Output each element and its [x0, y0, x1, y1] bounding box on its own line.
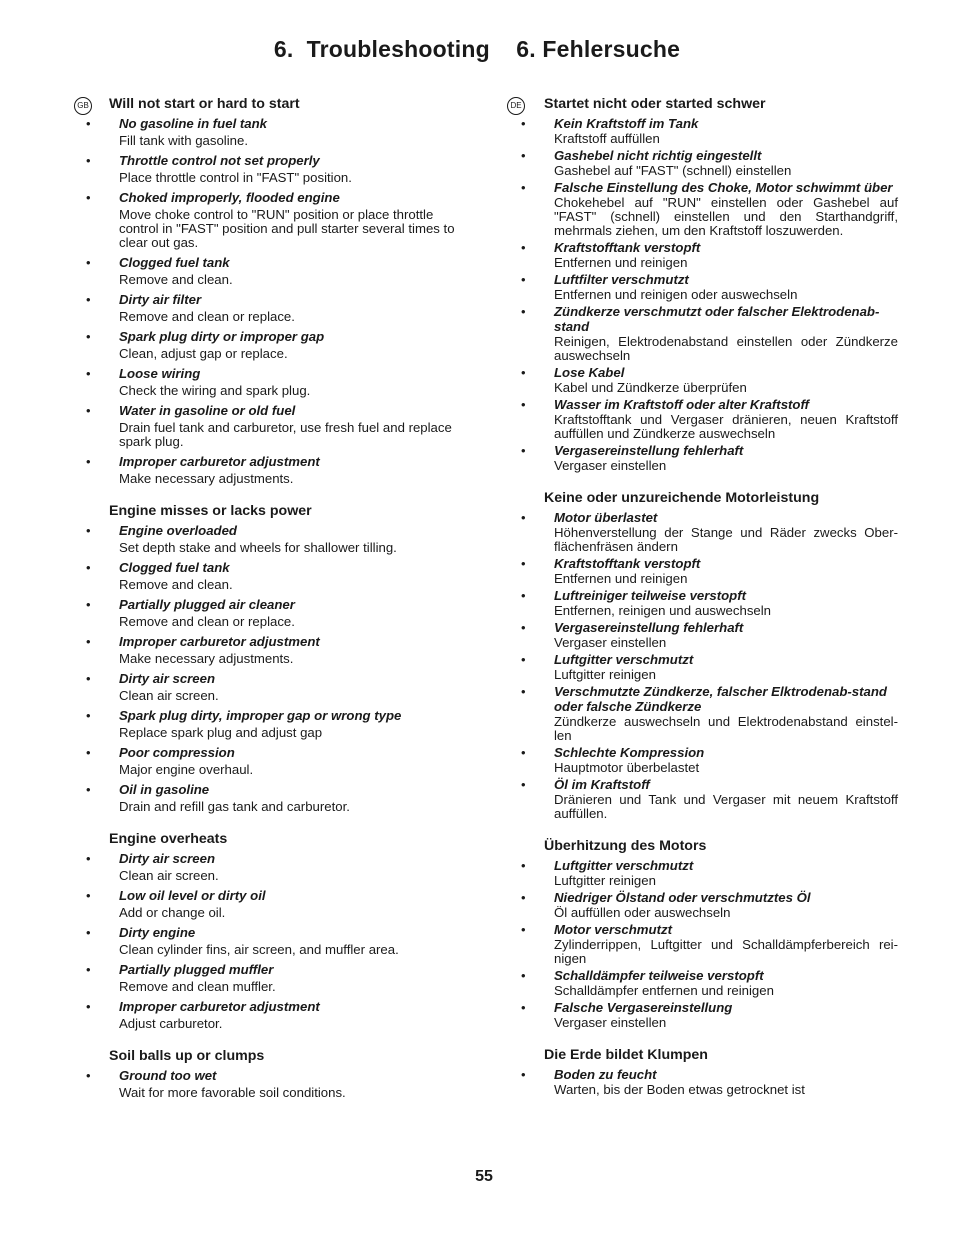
cause-text: No gasoline in fuel tank [119, 116, 268, 131]
bullet-icon: • [86, 962, 91, 977]
bullet-icon: • [521, 777, 526, 792]
cause-text: Water in gasoline or old fuel [119, 403, 296, 418]
remedy-text: Fill tank with gasoline. [119, 133, 249, 148]
cause-text: Zündkerze verschmutzt oder falscher Elektrodenab-stand [554, 304, 880, 334]
troubleshooting-section [86, 1048, 465, 1100]
remedy-text: Entfernen und reinigen oder auswechseln [554, 287, 798, 302]
bullet-icon: • [86, 708, 91, 723]
bullet-icon: • [521, 116, 526, 131]
bullet-icon: • [521, 397, 526, 412]
bullet-icon: • [86, 366, 91, 381]
list-item [86, 597, 465, 629]
cause-text: Improper carburetor adjustment [119, 634, 320, 649]
cause-list [521, 510, 898, 821]
remedy-text: Add or change oil. [119, 905, 226, 920]
bullet-icon: • [86, 925, 91, 940]
list-item [521, 397, 898, 441]
list-item [521, 365, 898, 395]
list-item [521, 116, 898, 146]
cause-text: Wasser im Kraftstoff oder alter Kraftstoff [554, 397, 810, 412]
list-item [521, 1000, 898, 1030]
troubleshooting-section [86, 503, 465, 814]
bullet-icon: • [521, 1000, 526, 1015]
list-item [521, 890, 898, 920]
remedy-text: Entfernen und reinigen [554, 255, 688, 270]
bullet-icon: • [86, 671, 91, 686]
cause-text: Luftreiniger teilweise verstopft [554, 588, 746, 603]
list-item [86, 925, 465, 957]
column-english [86, 96, 465, 1117]
troubleshooting-section [521, 838, 898, 1030]
bullet-icon: • [521, 684, 526, 699]
remedy-text: Check the wiring and spark plug. [119, 383, 311, 398]
remedy-text: Reinigen, Elektrodenabstand einstellen oder Zündkerze auswechseln [554, 334, 898, 363]
troubleshooting-section [521, 96, 898, 473]
remedy-text: Adjust carburetor. [119, 1016, 223, 1031]
bullet-icon: • [521, 556, 526, 571]
page-number: 55 [475, 1168, 493, 1185]
section-heading: Engine overheats [109, 831, 228, 847]
list-item [521, 148, 898, 178]
title-english: 6. Troubleshooting [273, 36, 490, 62]
remedy-text: Set depth stake and wheels for shallower tilling. [119, 540, 397, 555]
remedy-text: Öl auffüllen oder auswechseln [554, 905, 731, 920]
list-item [521, 777, 898, 821]
list-item [86, 403, 465, 449]
remedy-text: Höhenverstellung der Stange und Räder zwecks Ober-flächenfräsen ändern [554, 525, 898, 554]
bullet-icon: • [86, 1068, 91, 1083]
list-item [86, 745, 465, 777]
remedy-text: Zündkerze auswechseln und Elektrodenabstand einstel-len [554, 714, 898, 743]
column-german [521, 96, 898, 1114]
cause-text: Dirty air screen [119, 671, 216, 686]
bullet-icon: • [86, 523, 91, 538]
bullet-icon: • [521, 745, 526, 760]
remedy-text: Entfernen, reinigen und auswechseln [554, 603, 772, 618]
remedy-text: Replace spark plug and adjust gap [119, 725, 323, 740]
troubleshooting-section [521, 1047, 898, 1097]
cause-text: Dirty air screen [119, 851, 216, 866]
bullet-icon: • [86, 597, 91, 612]
section-heading: Keine oder unzureichende Motorleistung [544, 490, 820, 506]
list-item [86, 782, 465, 814]
list-item [521, 443, 898, 473]
bullet-icon: • [86, 116, 91, 131]
remedy-text: Dränieren und Tank und Vergaser mit neuem Kraftstoff auffüllen. [554, 792, 898, 821]
cause-text: Improper carburetor adjustment [119, 999, 320, 1014]
bullet-icon: • [521, 968, 526, 983]
troubleshooting-section [86, 96, 465, 486]
remedy-text: Luftgitter reinigen [554, 873, 656, 888]
cause-text: Öl im Kraftstoff [554, 777, 650, 792]
cause-text: Vergasereinstellung fehlerhaft [554, 620, 744, 635]
bullet-icon: • [521, 148, 526, 163]
cause-text: Choked improperly, flooded engine [119, 190, 340, 205]
remedy-text: Vergaser einstellen [554, 458, 667, 473]
cause-text: Motor überlastet [554, 510, 658, 525]
list-item [86, 190, 465, 250]
list-item [521, 272, 898, 302]
list-item [86, 708, 465, 740]
section-heading: Engine misses or lacks power [109, 503, 312, 519]
cause-text: Kraftstofftank verstopft [554, 556, 701, 571]
cause-list [86, 116, 465, 486]
list-item [521, 684, 898, 743]
remedy-text: Vergaser einstellen [554, 635, 667, 650]
cause-text: Clogged fuel tank [119, 255, 230, 270]
bullet-icon: • [521, 652, 526, 667]
list-item [86, 454, 465, 486]
list-item [521, 745, 898, 775]
bullet-icon: • [86, 782, 91, 797]
list-item [521, 240, 898, 270]
cause-text: Vergasereinstellung fehlerhaft [554, 443, 744, 458]
title-german: 6. Fehlersuche [516, 36, 681, 62]
cause-text: Luftfilter verschmutzt [554, 272, 689, 287]
list-item [521, 510, 898, 554]
cause-list [86, 851, 465, 1031]
bullet-icon: • [521, 922, 526, 937]
cause-text: Partially plugged air cleaner [119, 597, 295, 612]
section-heading: Will not start or hard to start [109, 96, 300, 112]
list-item [86, 999, 465, 1031]
cause-list [86, 1068, 465, 1100]
list-item [86, 560, 465, 592]
list-item [521, 652, 898, 682]
bullet-icon: • [86, 153, 91, 168]
remedy-text: Major engine overhaul. [119, 762, 254, 777]
remedy-text: Kraftstofftank und Vergaser dränieren, neuen Kraftstoff auffüllen und Zündkerze auswechseln [554, 412, 898, 441]
cause-text: Niedriger Ölstand oder verschmutztes Öl [554, 890, 811, 905]
bullet-icon: • [521, 443, 526, 458]
cause-list [521, 1067, 898, 1097]
cause-list [521, 858, 898, 1030]
bullet-icon: • [86, 255, 91, 270]
cause-text: Oil in gasoline [119, 782, 210, 797]
remedy-text: Warten, bis der Boden etwas getrocknet ist [554, 1082, 805, 1097]
cause-text: Falsche Einstellung des Choke, Motor schwimmt über [554, 180, 893, 195]
cause-text: Improper carburetor adjustment [119, 454, 320, 469]
cause-text: Engine overloaded [119, 523, 237, 538]
list-item [521, 620, 898, 650]
list-item [521, 304, 898, 363]
remedy-text: Hauptmotor überbelastet [554, 760, 700, 775]
bullet-icon: • [521, 240, 526, 255]
remedy-text: Chokehebel auf "RUN" einstellen oder Gashebel auf "FAST" (schnell) einstellen und den Starthandgriff, mehrmals ziehen, um den Kraftstoff loszuwerden. [554, 195, 898, 238]
bullet-icon: • [521, 1067, 526, 1082]
remedy-text: Kraftstoff auffüllen [554, 131, 660, 146]
list-item [86, 366, 465, 398]
remedy-text: Remove and clean or replace. [119, 309, 295, 324]
cause-text: Motor verschmutzt [554, 922, 672, 937]
bullet-icon: • [86, 999, 91, 1014]
remedy-text: Make necessary adjustments. [119, 471, 294, 486]
troubleshooting-section [86, 831, 465, 1031]
section-heading: Startet nicht oder started schwer [544, 96, 766, 112]
remedy-text: Gashebel auf "FAST" (schnell) einstellen [554, 163, 792, 178]
remedy-text: Remove and clean. [119, 577, 233, 592]
list-item [86, 116, 465, 148]
cause-text: Schlechte Kompression [554, 745, 705, 760]
list-item [86, 255, 465, 287]
cause-text: Verschmutzte Zündkerze, falscher Elktrodenab-stand oder falsche Zündkerze [554, 684, 887, 714]
section-heading: Die Erde bildet Klumpen [544, 1047, 708, 1063]
troubleshooting-section [521, 490, 898, 821]
remedy-text: Vergaser einstellen [554, 1015, 667, 1030]
list-item [521, 922, 898, 966]
list-item [86, 851, 465, 883]
list-item [86, 962, 465, 994]
remedy-text: Entfernen und reinigen [554, 571, 688, 586]
cause-text: Loose wiring [119, 366, 201, 381]
bullet-icon: • [521, 890, 526, 905]
bullet-icon: • [521, 365, 526, 380]
remedy-text: Clean air screen. [119, 688, 219, 703]
remedy-text: Zylinderrippen, Luftgitter und Schalldämpferbereich rei-nigen [554, 937, 898, 966]
list-item [86, 1068, 465, 1100]
cause-text: Luftgitter verschmutzt [554, 858, 694, 873]
cause-text: Lose Kabel [554, 365, 625, 380]
cause-text: Dirty engine [119, 925, 196, 940]
bullet-icon: • [521, 510, 526, 525]
cause-text: Throttle control not set properly [119, 153, 320, 168]
list-item [86, 523, 465, 555]
bullet-icon: • [86, 851, 91, 866]
cause-text: Falsche Vergasereinstellung [554, 1000, 733, 1015]
list-item [521, 556, 898, 586]
cause-text: Low oil level or dirty oil [119, 888, 266, 903]
cause-text: Partially plugged muffler [119, 962, 274, 977]
bullet-icon: • [521, 304, 526, 319]
remedy-text: Luftgitter reinigen [554, 667, 656, 682]
bullet-icon: • [86, 888, 91, 903]
cause-text: Kraftstofftank verstopft [554, 240, 701, 255]
remedy-text: Remove and clean. [119, 272, 233, 287]
bullet-icon: • [86, 454, 91, 469]
section-heading: Überhitzung des Motors [544, 838, 707, 854]
remedy-text: Clean cylinder fins, air screen, and muffler area. [119, 942, 399, 957]
bullet-icon: • [521, 180, 526, 195]
bullet-icon: • [86, 190, 91, 205]
bullet-icon: • [86, 329, 91, 344]
language-badge-gb: GB [74, 97, 92, 115]
remedy-text: Make necessary adjustments. [119, 651, 294, 666]
bullet-icon: • [86, 560, 91, 575]
cause-text: Spark plug dirty or improper gap [119, 329, 325, 344]
list-item [521, 1067, 898, 1097]
remedy-text: Kabel und Zündkerze überprüfen [554, 380, 747, 395]
cause-text: Clogged fuel tank [119, 560, 230, 575]
remedy-text: Clean air screen. [119, 868, 219, 883]
cause-text: Boden zu feucht [554, 1067, 657, 1082]
bullet-icon: • [86, 634, 91, 649]
section-heading: Soil balls up or clumps [109, 1048, 265, 1064]
language-badge-de: DE [507, 97, 525, 115]
list-item [521, 968, 898, 998]
cause-list [86, 523, 465, 814]
cause-list [521, 116, 898, 473]
page-title [0, 36, 954, 63]
list-item [521, 180, 898, 238]
remedy-text: Place throttle control in "FAST" position. [119, 170, 352, 185]
remedy-text: Wait for more favorable soil conditions. [119, 1085, 346, 1100]
cause-text: Poor compression [119, 745, 235, 760]
list-item [86, 671, 465, 703]
cause-text: Schalldämpfer teilweise verstopft [554, 968, 764, 983]
list-item [86, 292, 465, 324]
bullet-icon: • [521, 272, 526, 287]
list-item [521, 588, 898, 618]
bullet-icon: • [86, 292, 91, 307]
bullet-icon: • [521, 620, 526, 635]
remedy-text: Clean, adjust gap or replace. [119, 346, 288, 361]
list-item [86, 634, 465, 666]
list-item [86, 888, 465, 920]
remedy-text: Remove and clean muffler. [119, 979, 276, 994]
list-item [521, 858, 898, 888]
cause-text: Gashebel nicht richtig eingestellt [554, 148, 762, 163]
cause-text: Ground too wet [119, 1068, 217, 1083]
list-item [86, 329, 465, 361]
cause-text: Kein Kraftstoff im Tank [554, 116, 699, 131]
remedy-text: Drain fuel tank and carburetor, use fresh fuel and replace spark plug. [119, 420, 452, 449]
remedy-text: Remove and clean or replace. [119, 614, 295, 629]
bullet-icon: • [86, 403, 91, 418]
bullet-icon: • [521, 588, 526, 603]
cause-text: Dirty air filter [119, 292, 202, 307]
remedy-text: Move choke control to "RUN" position or place throttle control in "FAST" position and pull starter several times to clear out gas. [119, 207, 455, 250]
cause-text: Luftgitter verschmutzt [554, 652, 694, 667]
cause-text: Spark plug dirty, improper gap or wrong type [119, 708, 402, 723]
remedy-text: Schalldämpfer entfernen und reinigen [554, 983, 774, 998]
bullet-icon: • [86, 745, 91, 760]
list-item [86, 153, 465, 185]
remedy-text: Drain and refill gas tank and carburetor. [119, 799, 350, 814]
bullet-icon: • [521, 858, 526, 873]
